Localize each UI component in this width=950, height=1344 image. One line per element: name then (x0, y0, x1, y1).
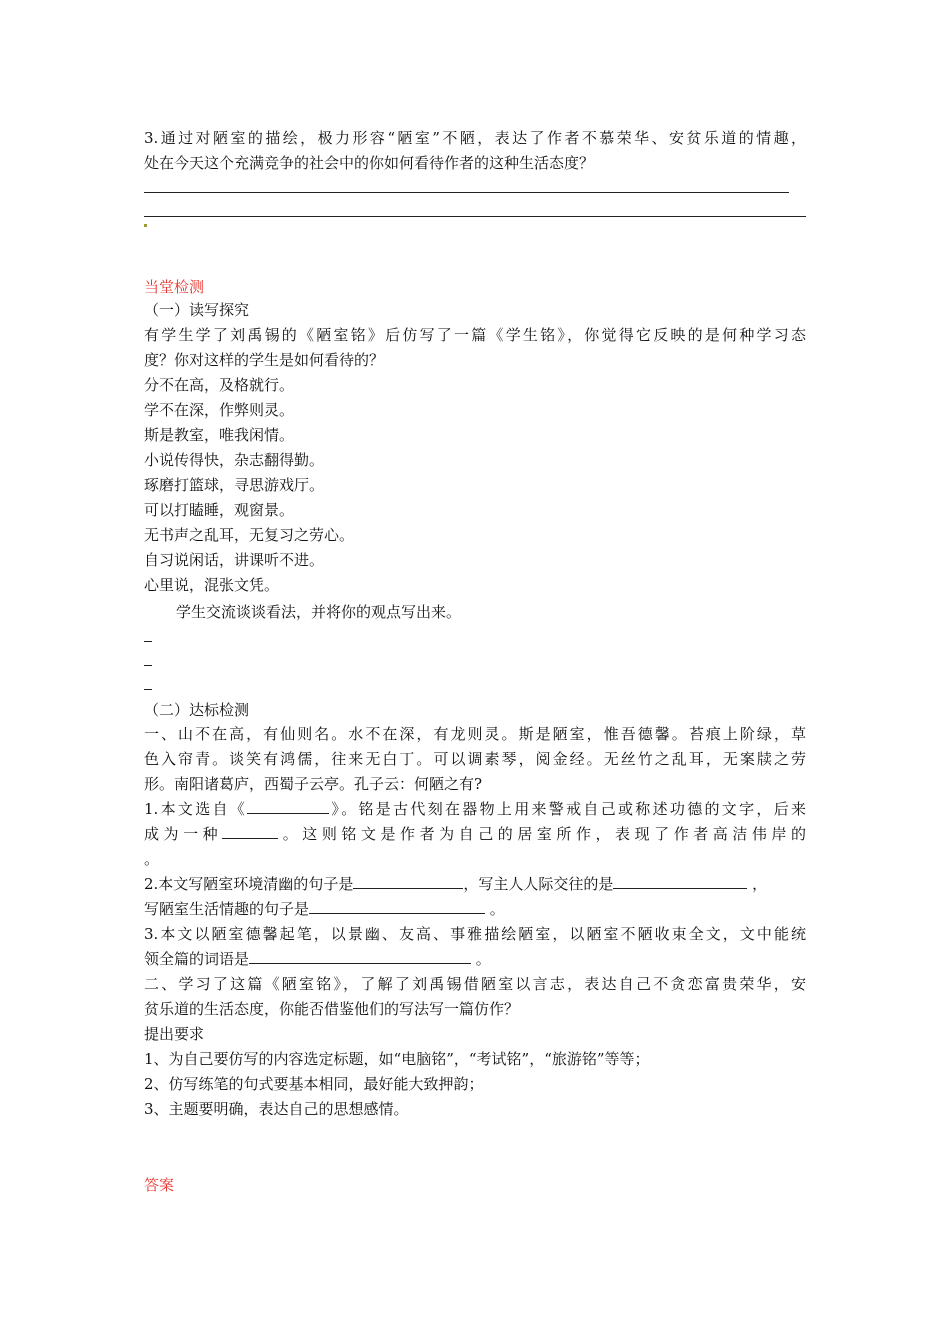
poem-line: 心里说，混张文凭。 (144, 576, 280, 594)
answer-line (144, 216, 806, 217)
poem-line: 琢磨打篮球，寻思游戏厅。 (144, 476, 325, 494)
question-3b-line1: 3.本文以陋室德馨起笔，以景幽、友高、事雅描绘陋室，以陋室不陋收束全文，文中能统 (144, 925, 806, 943)
task-line: 贫乐道的生活态度，你能否借鉴他们的写法写一篇仿作？ (144, 1000, 520, 1018)
discussion-prompt: 学生交流谈谈看法，并将你的观点写出来。 (176, 603, 462, 621)
question-1-line1: 1.本文选自《 》。铭是古代刻在器物上用来警戒自己或称述功德的文字，后来 (144, 800, 806, 818)
answer-dash (144, 665, 152, 666)
answer-dash (144, 689, 152, 690)
question-2-line1: 2.本文写陋室环境清幽的句子是 ，写主人人际交往的是 ， (144, 875, 768, 893)
fill-blank[interactable] (353, 874, 463, 889)
requirement-item: 3、主题要明确，表达自己的思想感情。 (144, 1100, 409, 1118)
part2-heading: （二）达标检测 (144, 701, 250, 719)
poem-line: 分不在高，及格就行。 (144, 376, 295, 394)
question-3b-line2: 领全篇的词语是 。 (144, 950, 491, 968)
question-2-line2: 写陋室生活情趣的句子是 。 (144, 900, 505, 918)
poem-line: 无书声之乱耳，无复习之劳心。 (144, 526, 355, 544)
requirement-item: 2、仿写练笔的句式要基本相同，最好能大致押韵； (144, 1075, 484, 1093)
answer-title: 答案 (144, 1176, 175, 1194)
poem-line: 斯是教室，唯我闲情。 (144, 426, 295, 444)
part1-intro-line2: 度？你对这样的学生是如何看待的？ (144, 351, 385, 369)
passage-line: 色入帘青。谈笑有鸿儒，往来无白丁。可以调素琴，阅金经。无丝竹之乱耳，无案牍之劳 (144, 750, 806, 768)
answer-line (144, 192, 789, 193)
part1-heading: （一）读写探究 (144, 301, 250, 319)
fill-blank[interactable] (249, 949, 471, 964)
question-1-line2: 成为一种 。这则铭文是作者为自己的居室所作，表现了作者高洁伟岸的 (144, 825, 806, 843)
fill-blank[interactable] (222, 824, 278, 839)
poem-line: 自习说闲话，讲课听不进。 (144, 551, 325, 569)
passage-line: 一、山不在高，有仙则名。水不在深，有龙则灵。斯是陋室，惟吾德馨。苔痕上阶绿，草 (144, 725, 806, 743)
fill-blank[interactable] (309, 899, 485, 914)
task-line: 二、学习了这篇《陋室铭》，了解了刘禹锡借陋室以言志，表达自己不贪恋富贵荣华，安 (144, 975, 806, 993)
part1-intro-line1: 有学生学了刘禹锡的《陋室铭》后仿写了一篇《学生铭》，你觉得它反映的是何种学习态 (144, 326, 806, 344)
poem-line: 小说传得快，杂志翻得勤。 (144, 451, 325, 469)
requirements-title: 提出要求 (144, 1025, 205, 1043)
answer-dash (144, 641, 152, 642)
passage-line: 形。南阳诸葛庐，西蜀子云亭。孔子云：何陋之有? (144, 775, 483, 793)
fill-blank[interactable] (247, 799, 329, 814)
requirement-item: 1、为自己要仿写的内容选定标题，如“电脑铭”，“考试铭”，“旅游铭”等等； (144, 1050, 650, 1068)
poem-line: 学不在深，作弊则灵。 (144, 401, 295, 419)
question-1-line3: 。 (144, 850, 160, 868)
question-3-line1: 3.通过对陋室的描绘，极力形容“陋室”不陋，表达了作者不慕荣华、安贫乐道的情趣， (144, 129, 806, 147)
fill-blank[interactable] (613, 874, 747, 889)
question-3-line2: 处在今天这个充满竞争的社会中的你如何看待作者的这种生活态度？ (144, 154, 595, 172)
poem-line: 可以打瞌睡，观窗景。 (144, 501, 295, 519)
stray-mark (144, 224, 147, 227)
section-title: 当堂检测 (144, 278, 205, 296)
